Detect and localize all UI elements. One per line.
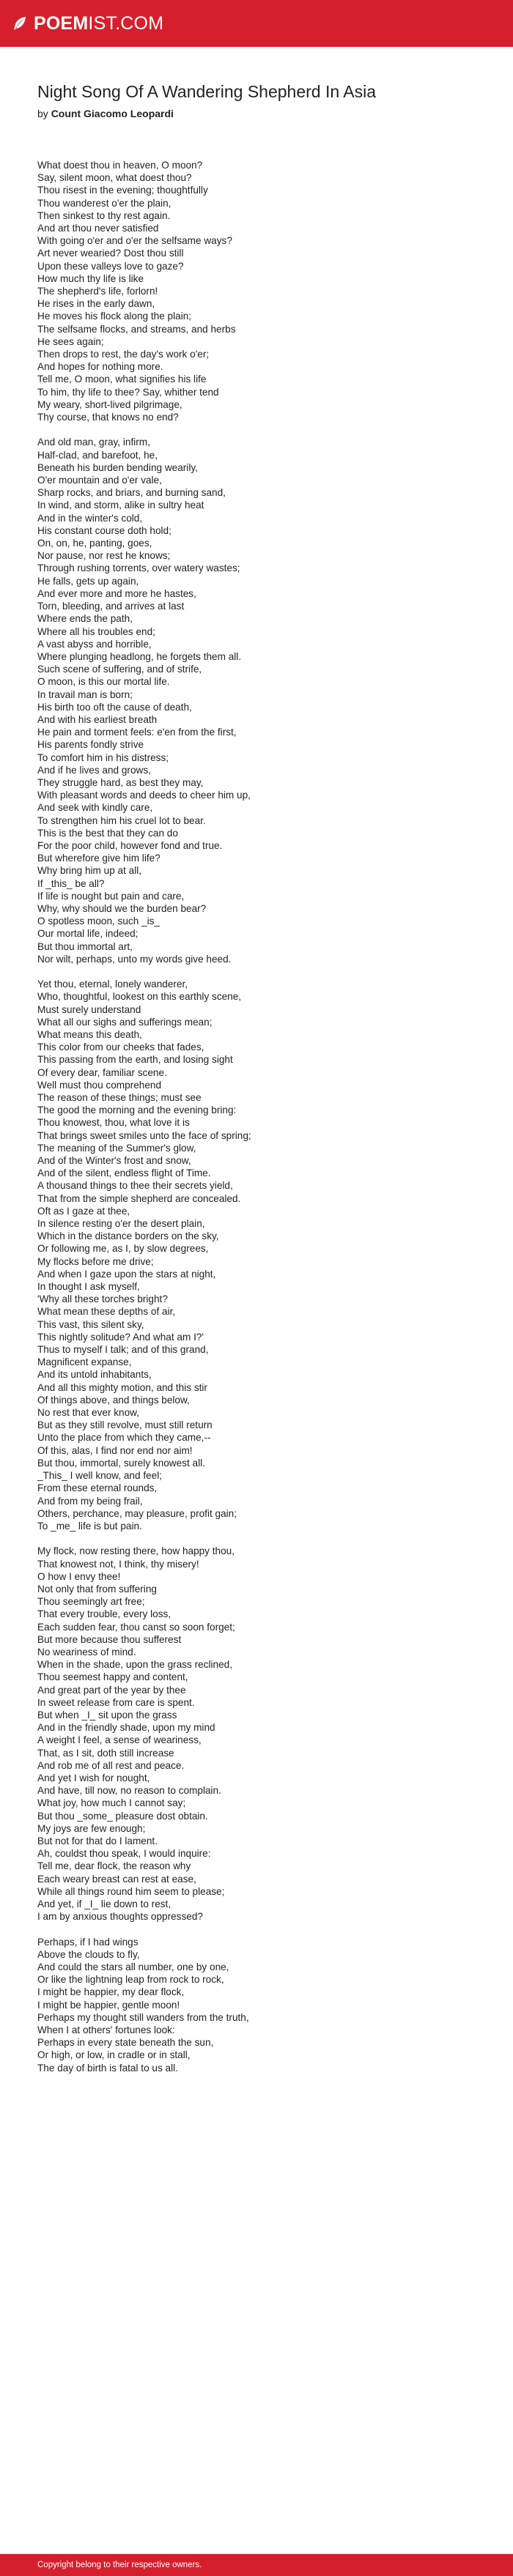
- poem-line: I might be happier, my dear flock,: [37, 1986, 185, 1998]
- poem-line: Why bring him up at all,: [37, 865, 142, 877]
- poem-line: And rob me of all rest and peace.: [37, 1759, 185, 1771]
- poem-line: Or high, or low, in cradle or in stall,: [37, 2049, 191, 2061]
- poem-line: Sharp rocks, and briars, and burning sand,: [37, 487, 226, 499]
- poem-line: And with his earliest breath: [37, 713, 158, 725]
- poem-line: Such scene of suffering, and of strife,: [37, 664, 202, 675]
- poem-line: This vast, this silent sky,: [37, 1318, 144, 1330]
- stanza: [37, 436, 484, 965]
- poem-line: When I at others' fortunes look:: [37, 2024, 175, 2035]
- poem-line: Nor wilt, perhaps, unto my words give heed.: [37, 953, 232, 965]
- poem-line: But thou immortal art,: [37, 940, 133, 952]
- poem-line: But thou, immortal, surely knowest all.: [37, 1457, 205, 1469]
- poem-line: What doest thou in heaven, O moon?: [37, 160, 203, 171]
- poem-line: A vast abyss and horrible,: [37, 638, 152, 650]
- poem-line: O how I envy thee!: [37, 1570, 121, 1582]
- poem-line: His birth too oft the cause of death,: [37, 701, 192, 713]
- poem-line: And hopes for nothing more.: [37, 361, 163, 373]
- poem-line: Must surely understand: [37, 1003, 141, 1015]
- poem-line: Not only that from suffering: [37, 1583, 157, 1595]
- poem-line: And of the silent, endless flight of Time.: [37, 1168, 211, 1179]
- poem-line: The meaning of the Summer's glow,: [37, 1142, 196, 1154]
- poem-line: He sees again;: [37, 335, 104, 347]
- poem-line: The good the morning and the evening bring:: [37, 1105, 237, 1116]
- poem-line: Magnificent expanse,: [37, 1356, 132, 1368]
- author-link[interactable]: Count Giacomo Leopardi: [51, 108, 174, 119]
- stanza: [37, 978, 484, 1532]
- poem-line: In thought I ask myself,: [37, 1281, 140, 1293]
- poem-line: But as they still revolve, must still return: [37, 1419, 213, 1431]
- poem-line: To him, thy life to thee? Say, whither tend: [37, 386, 219, 398]
- poem-line: That every trouble, every loss,: [37, 1608, 171, 1620]
- stanza: [37, 159, 484, 423]
- poem-line: And all this mighty motion, and this stir: [37, 1381, 207, 1393]
- logo-bold-text: POEM: [34, 12, 89, 34]
- poem-line: Then sinkest to thy rest again.: [37, 209, 171, 221]
- poem-line: And have, till now, no reason to complain.: [37, 1785, 221, 1797]
- poem-line: But when _I_ sit upon the grass: [37, 1709, 177, 1721]
- poem-line: In travail man is born;: [37, 688, 133, 700]
- poem-line: And old man, gray, infirm,: [37, 437, 150, 448]
- poem-line: And from my being frail,: [37, 1495, 143, 1507]
- poem-line: Torn, bleeding, and arrives at last: [37, 601, 185, 612]
- poem-line: Ah, couldst thou speak, I would inquire:: [37, 1848, 211, 1860]
- poem-line: And in the friendly shade, upon my mind: [37, 1722, 215, 1734]
- poem-line: Thou knowest, thou, what love it is: [37, 1117, 190, 1129]
- footer: [0, 2554, 513, 2576]
- poem-line: His parents fondly strive: [37, 739, 144, 751]
- poem-line: I might be happier, gentle moon!: [37, 1999, 180, 2011]
- poem-line: He moves his flock along the plain;: [37, 311, 192, 322]
- poem-line: I am by anxious thoughts oppressed?: [37, 1911, 203, 1923]
- poem-line: His constant course doth hold;: [37, 524, 171, 536]
- poem-line: And great part of the year by thee: [37, 1684, 186, 1696]
- poem-line: When in the shade, upon the grass reclined,: [37, 1659, 233, 1671]
- poem-line: Others, perchance, may pleasure, profit gain;: [37, 1507, 237, 1519]
- poem-line: And in the winter's cold,: [37, 512, 143, 524]
- poem-line: That from the simple shepherd are concealed.: [37, 1192, 241, 1204]
- poem-title: Night Song Of A Wandering Shepherd In Asia: [37, 82, 376, 101]
- poem-line: The reason of these things; must see: [37, 1092, 202, 1103]
- byline-prefix: by: [37, 108, 48, 119]
- poem-line: Art never wearied? Dost thou still: [37, 248, 184, 259]
- poem-line: The shepherd's life, forlorn!: [37, 286, 158, 297]
- poem-line: He rises in the early dawn,: [37, 298, 155, 310]
- poem-line: Or like the lightning leap from rock to rock,: [37, 1974, 224, 1986]
- poem-line: This passing from the earth, and losing sight: [37, 1054, 233, 1066]
- poem-line: My flocks before me drive;: [37, 1255, 154, 1267]
- poem-line: To comfort him in his distress;: [37, 751, 169, 763]
- poem-line: My joys are few enough;: [37, 1822, 146, 1834]
- poem-line: What all our sighs and sufferings mean;: [37, 1016, 213, 1028]
- poem-line: Where ends the path,: [37, 613, 133, 625]
- poem-line: What joy, how much I cannot say;: [37, 1797, 186, 1809]
- poem-line: Unto the place from which they came,--: [37, 1432, 211, 1444]
- poem-line: And if he lives and grows,: [37, 764, 151, 776]
- poem-line: Which in the distance borders on the sky,: [37, 1231, 219, 1242]
- poem-line: What means this death,: [37, 1028, 142, 1040]
- poem-line: If _this_ be all?: [37, 877, 105, 889]
- poem-line: A weight I feel, a sense of weariness,: [37, 1734, 202, 1746]
- stanza: [37, 1936, 484, 2074]
- poem-line: From these eternal rounds,: [37, 1482, 158, 1494]
- poem-line: Each sudden fear, thou canst so soon forget;: [37, 1621, 235, 1633]
- poem-line: Thou wanderest o'er the plain,: [37, 197, 171, 209]
- feather-icon[interactable]: [10, 14, 29, 33]
- poem-line: Tell me, dear flock, the reason why: [37, 1860, 191, 1872]
- poem-line: Thus to myself I talk; and of this grand,: [37, 1344, 209, 1356]
- poem-line: Why, why should we the burden bear?: [37, 902, 207, 914]
- poem-line: Perhaps my thought still wanders from the truth,: [37, 2011, 249, 2023]
- poem-line: Where plunging headlong, he forgets them all.: [37, 650, 242, 662]
- poem-line: To strengthen him his cruel lot to bear.: [37, 814, 206, 826]
- poem-line: Thou seemest happy and content,: [37, 1671, 188, 1683]
- poem-line: With pleasant words and deeds to cheer him up,: [37, 790, 251, 801]
- poem-line: And when I gaze upon the stars at night,: [37, 1268, 216, 1280]
- poem-line: 'Why all these torches bright?: [37, 1293, 168, 1305]
- poem-line: Where all his troubles end;: [37, 626, 155, 637]
- poem-line: And art thou never satisfied: [37, 223, 159, 234]
- poem-line: That brings sweet smiles unto the face of spring;: [37, 1129, 251, 1141]
- poem-line: Our mortal life, indeed;: [37, 928, 139, 940]
- poem-line: While all things round him seem to please;: [37, 1885, 225, 1897]
- poem-line: Or following me, as I, by slow degrees,: [37, 1243, 209, 1255]
- poem-line: What mean these depths of air,: [37, 1306, 176, 1318]
- poem-line: That knowest not, I think, thy misery!: [37, 1558, 199, 1570]
- poem-line: Well must thou comprehend: [37, 1079, 161, 1091]
- poem-line: Yet thou, eternal, lonely wanderer,: [37, 979, 188, 990]
- poem-line: The selfsame flocks, and streams, and herbs: [37, 323, 236, 335]
- poem-line: To _me_ life is but pain.: [37, 1520, 142, 1532]
- poem-line: That, as I sit, doth still increase: [37, 1747, 174, 1759]
- poem-line: My weary, short-lived pilgrimage,: [37, 398, 182, 410]
- poem-line: But more because thou sufferest: [37, 1633, 182, 1645]
- poem-line: Of this, alas, I find nor end nor aim!: [37, 1444, 193, 1456]
- poem-line: They struggle hard, as best they may,: [37, 776, 204, 788]
- poem-line: This color from our cheeks that fades,: [37, 1042, 204, 1053]
- poem-line: And of the Winter's frost and snow,: [37, 1155, 191, 1167]
- poem-line: My flock, now resting there, how happy thou,: [37, 1545, 235, 1557]
- stanza: [37, 1545, 484, 1923]
- poem-line: Through rushing torrents, over watery wastes;: [37, 563, 240, 574]
- poem-line: Who, thoughtful, lookest on this earthly scene,: [37, 991, 242, 1003]
- poem-line: Say, silent moon, what doest thou?: [37, 172, 192, 184]
- poem-line: A thousand things to thee their secrets yield,: [37, 1180, 233, 1192]
- poem-line: Perhaps in every state beneath the sun,: [37, 2037, 214, 2049]
- poem-line: O spotless moon, such _is_: [37, 916, 160, 927]
- poem-line: And yet I wish for nought,: [37, 1772, 150, 1783]
- logo-light-text: IST.COM: [88, 12, 164, 34]
- poem-line: _This_ I well know, and feel;: [37, 1470, 163, 1482]
- poem-line: For the poor child, however fond and true.: [37, 839, 223, 851]
- poem-line: This nightly solitude? And what am I?': [37, 1331, 204, 1343]
- poem-line: This is the best that they can do: [37, 827, 178, 839]
- poem-line: No weariness of mind.: [37, 1646, 136, 1658]
- poem-line: Nor pause, nor rest he knows;: [37, 550, 171, 562]
- poem-line: In wind, and storm, alike in sultry heat: [37, 500, 204, 511]
- poem-line: But wherefore give him life?: [37, 853, 160, 864]
- poem-line: With going o'er and o'er the selfsame ways?: [37, 235, 232, 247]
- poem-line: And yet, if _I_ lie down to rest,: [37, 1898, 171, 1909]
- poem-line: Of every dear, familiar scene.: [37, 1066, 167, 1078]
- poem-line: And seek with kindly care,: [37, 802, 153, 814]
- poem-line: Thou risest in the evening; thoughtfully: [37, 185, 208, 196]
- poem-line: And could the stars all number, one by one,: [37, 1961, 229, 1972]
- poem-line: But not for that do I lament.: [37, 1835, 158, 1846]
- poem-line: He pain and torment feels: e'en from the first,: [37, 727, 237, 738]
- poem-line: O moon, is this our mortal life.: [37, 676, 170, 688]
- poem-line: How much thy life is like: [37, 272, 144, 284]
- site-logo[interactable]: [34, 13, 163, 34]
- poem-line: O'er mountain and o'er vale,: [37, 475, 162, 486]
- poem-line: Tell me, O moon, what signifies his life: [37, 374, 207, 385]
- poem-line: Beneath his burden bending wearily,: [37, 461, 198, 473]
- poem-line: Of things above, and things below,: [37, 1394, 190, 1406]
- poem-line: On, on, he, panting, goes,: [37, 538, 152, 549]
- poem-line: And ever more and more he hastes,: [37, 587, 196, 599]
- poem-line: And its untold inhabitants,: [37, 1369, 152, 1381]
- top-bar: [0, 0, 513, 47]
- footer-copyright: Copyright belong to their respective owners.: [37, 2561, 202, 2569]
- poem-line: He falls, gets up again,: [37, 575, 139, 587]
- poem-body: [37, 159, 484, 2087]
- poem-line: Then drops to rest, the day's work o'er;: [37, 349, 210, 360]
- poem-line: Upon these valleys love to gaze?: [37, 260, 184, 272]
- poem-line: Perhaps, if I had wings: [37, 1936, 139, 1948]
- poem-line: Half-clad, and barefoot, he,: [37, 449, 158, 461]
- byline: [37, 108, 174, 119]
- poem-line: But thou _some_ pleasure dost obtain.: [37, 1810, 208, 1822]
- poem-line: Oft as I gaze at thee,: [37, 1205, 130, 1217]
- poem-line: Each weary breast can rest at ease,: [37, 1873, 196, 1885]
- poem-line: The day of birth is fatal to us all.: [37, 2062, 178, 2074]
- poem-line: In silence resting o'er the desert plain,: [37, 1218, 205, 1230]
- poem-line: In sweet release from care is spent.: [37, 1696, 195, 1708]
- poem-line: If life is nought but pain and care,: [37, 890, 185, 902]
- poem-line: Above the clouds to fly,: [37, 1948, 140, 1960]
- poem-line: Thou seemingly art free;: [37, 1596, 145, 1608]
- poem-line: No rest that ever know,: [37, 1407, 140, 1419]
- poem-line: Thy course, that knows no end?: [37, 412, 179, 423]
